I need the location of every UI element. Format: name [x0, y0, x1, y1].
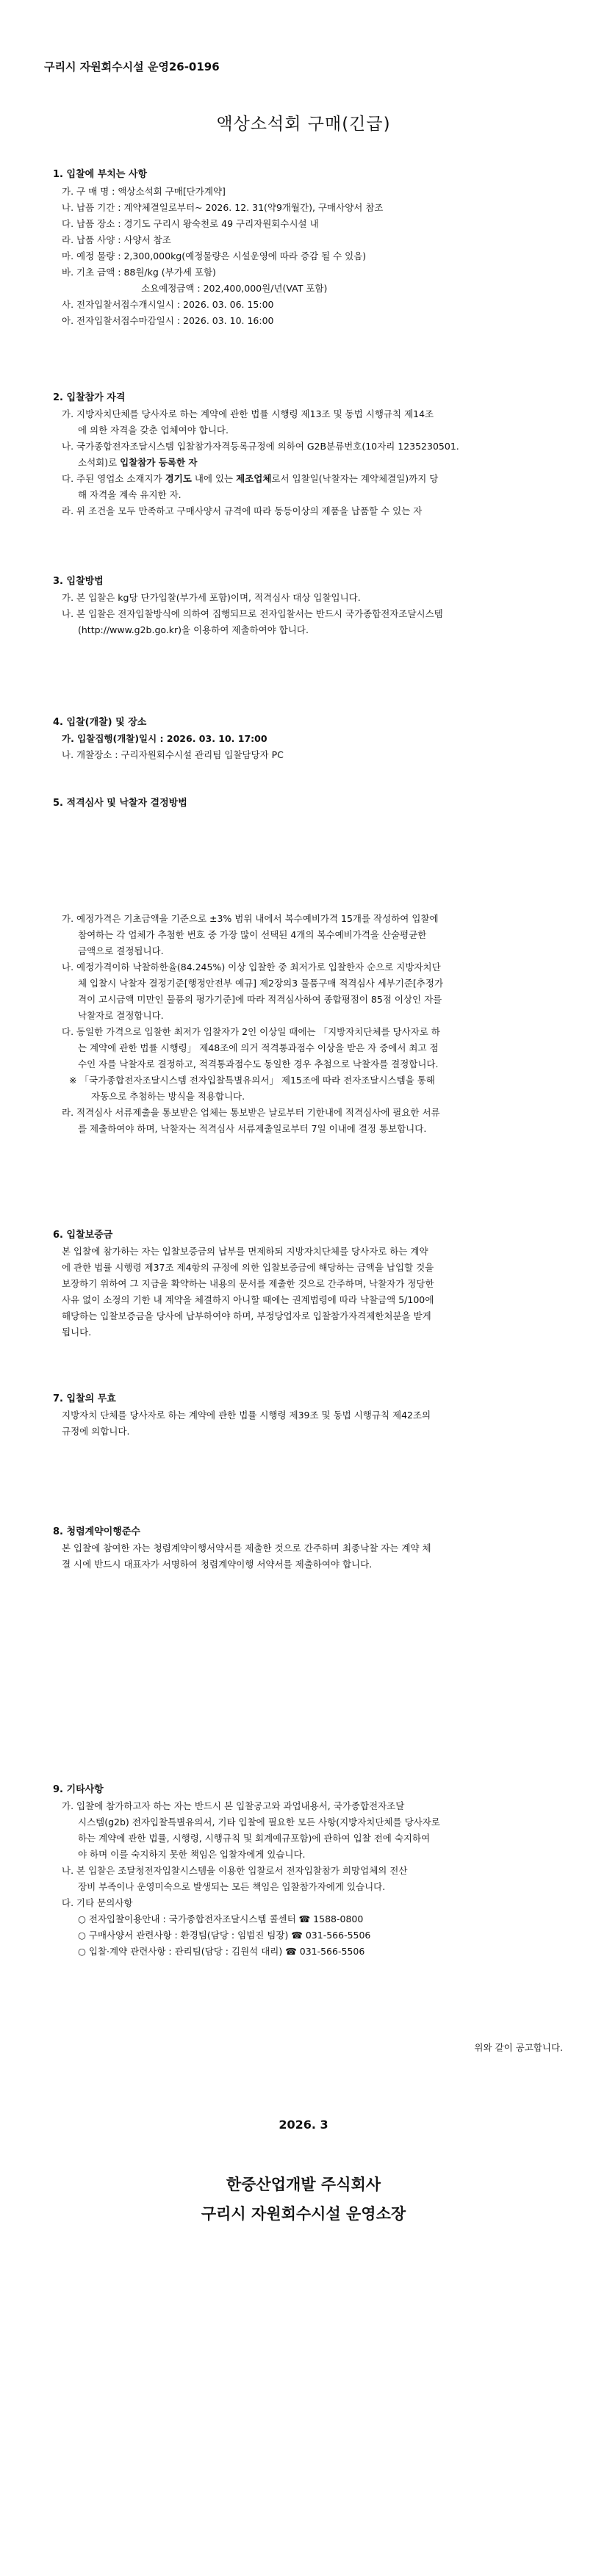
list-item: 가. 구 매 명 : 액상소석회 구매[단가계약] [62, 186, 226, 197]
paragraph-line: 규정에 의합니다. [62, 1426, 130, 1437]
contact-item: ○ 입찰·계약 관련사항 : 관리팀(담당 : 김원석 대리) ☎ 031-566-5506 [78, 1946, 365, 1957]
paragraph-line: 지방자치 단체를 당사자로 하는 계약에 관한 법률 시행령 제39조 및 동법 시행규칙 제42조의 [62, 1410, 431, 1421]
section-5-heading: 5. 적격심사 및 낙찰자 결정방법 [53, 798, 187, 809]
section-4-heading: 4. 입찰(개찰) 및 장소 [53, 717, 147, 728]
list-item: 금액으로 결정됩니다. [78, 945, 164, 956]
paragraph-line: 본 입찰에 참가하는 자는 입찰보증금의 납부를 면제하되 지방자치단체를 당사자로 하는 계약 [62, 1246, 428, 1257]
notice-date: 2026. 3 [279, 2118, 328, 2132]
list-item: 참여하는 각 업체가 추첨한 번호 중 가장 많이 선택된 4개의 복수예비가격을 산술평균한 [78, 929, 427, 940]
note-item: ※ 「국가종합전자조달시스템 전자입찰특별유의서」 제15조에 따라 전자조달시스템을 통해 [69, 1075, 435, 1086]
section-7-body [62, 1407, 561, 1440]
list-item: 체 입찰시 낙찰자 결정기준[행정안전부 예규] 제2장의3 물품구매 적격심사 세부기준[추정가 [78, 978, 444, 989]
list-item: 해 자격을 계속 유지한 자. [78, 489, 182, 500]
section-7-heading: 7. 입찰의 무효 [53, 1393, 116, 1404]
paragraph-line: 결 시에 반드시 대표자가 서명하여 청렴계약이행 서약서를 제출하여야 합니다. [62, 1559, 373, 1570]
list-item: 를 제출하여야 하며, 낙찰자는 적격심사 서류제출일로부터 7일 이내에 결정 통보합니다. [78, 1123, 427, 1134]
list-item: 가. 입찰에 참가하고자 하는 자는 반드시 본 입찰공고와 과업내용서, 국가종합전자조달 [62, 1800, 405, 1811]
section-8-heading: 8. 청렴계약이행준수 [53, 1526, 140, 1537]
page-title: 액상소석회 구매(긴급) [216, 115, 391, 134]
section-2-list [62, 406, 561, 519]
section-2-heading: 2. 입찰참가 자격 [53, 392, 126, 403]
section-8-body [62, 1540, 561, 1573]
section-6-heading: 6. 입찰보증금 [53, 1230, 113, 1241]
list-item: 소석회)로 입찰참가 등록한 자 [78, 457, 198, 468]
section-3-list [62, 590, 561, 638]
list-item: 에 의한 자격을 갖춘 업체여야 합니다. [78, 425, 229, 436]
list-item: 다. 주된 영업소 소재지가 경기도 내에 있는 제조업체로서 입찰일(낙찰자는 계약체결일)까지 당 [62, 473, 439, 484]
paragraph-line: 보장하기 위하여 그 지급을 확약하는 내용의 문서를 제출한 것으로 간주하며, 낙찰자가 정당한 [62, 1278, 434, 1289]
paragraph-line: 본 입찰에 참여한 자는 청렴계약이행서약서를 제출한 것으로 간주하며 최종낙찰 자는 계약 체 [62, 1543, 431, 1554]
paragraph-line: 됩니다. [62, 1327, 92, 1338]
list-item: 가. 예정가격은 기초금액을 기준으로 ±3% 범위 내에서 복수예비가격 15개를 작성하여 입찰에 [62, 913, 439, 924]
paragraph-line: 에 관한 법률 시행령 제37조 제4항의 규정에 의한 입찰보증금에 해당하는 금액을 납입할 것을 [62, 1262, 434, 1273]
list-item: 라. 납품 사양 : 사양서 참조 [62, 234, 171, 245]
list-item: 마. 예정 물량 : 2,300,000kg(예정물량은 시설운영에 따라 증감 될 수 있음) [62, 250, 367, 261]
list-item: 장비 부족이나 운영미숙으로 발생되는 모든 책임은 입찰참가자에게 있습니다. [78, 1881, 386, 1892]
list-item: 다. 동일한 가격으로 입찰한 최저가 입찰자가 2인 이상일 때에는 「지방자치단체를 당사자로 하 [62, 1026, 440, 1037]
list-item: 바. 기초 금액 : 88원/kg (부가세 포함) [62, 267, 216, 278]
list-item: 사. 전자입찰서접수개시일시 : 2026. 03. 06. 15:00 [62, 299, 274, 310]
list-item: 나. 본 입찰은 조달청전자입찰시스템을 이용한 입찰로서 전자입찰참가 희망업체의 전산 [62, 1865, 408, 1876]
list-item: 가. 입찰집행(개찰)일시 : 2026. 03. 10. 17:00 [62, 733, 267, 744]
list-item: 나. 개찰장소 : 구리자원회수시설 관리팀 입찰담당자 PC [62, 749, 284, 760]
list-item: 야 하며 이를 숙지하지 못한 책임은 입찰자에게 있습니다. [78, 1849, 306, 1860]
section-5-list [62, 911, 561, 1137]
section-1-heading: 1. 입찰에 부치는 사항 [53, 169, 148, 180]
list-item: 시스템(g2b) 전자입찰특별유의서, 기타 입찰에 필요한 모든 사항(지방자치단체를 당사자로 [78, 1816, 440, 1828]
organization-name: 한중산업개발 주식회사 [226, 2176, 381, 2193]
list-item: 라. 적격심사 서류제출을 통보받은 업체는 통보받은 날로부터 기한내에 적격심사에 필요한 서류 [62, 1107, 440, 1118]
section-4-list [62, 731, 561, 763]
list-item: 나. 국가종합전자조달시스템 입찰참가자격등록규정에 의하여 G2B분류번호(10자리 1235230501. [62, 441, 459, 452]
list-item: 가. 지방자치단체를 당사자로 하는 계약에 관한 법률 시행령 제13조 및 동법 시행규칙 제14조 [62, 408, 434, 419]
list-item: 하는 계약에 관한 법률, 시행령, 시행규칙 및 회계예규포함)에 관하여 입찰 전에 숙지하여 [78, 1833, 431, 1844]
contact-item: ○ 전자입찰이용안내 : 국가종합전자조달시스템 콜센터 ☎ 1588-0800 [78, 1913, 364, 1924]
list-item: 수인 자를 낙찰자로 결정하고, 적격통과점수도 동일한 경우 추첨으로 낙찰자를 결정합니다. [78, 1058, 439, 1069]
note-item: 자동으로 추첨하는 방식을 적용합니다. [91, 1091, 245, 1102]
list-item: 나. 납품 기간 : 계약체결일로부터~ 2026. 12. 31(약9개월간), 구매사양서 참조 [62, 202, 384, 213]
list-item: 가. 본 입찰은 kg당 단가입찰(부가세 포함)이며, 적격심사 대상 입찰입니다. [62, 592, 361, 603]
list-item: 아. 전자입찰서접수마감일시 : 2026. 03. 10. 16:00 [62, 315, 274, 326]
list-item: 낙찰자로 결정합니다. [78, 1010, 164, 1021]
contact-item: ○ 구매사양서 관련사항 : 환경팀(담당 : 임범진 팀장) ☎ 031-566-5506 [78, 1930, 371, 1941]
list-item: 소요예정금액 : 202,400,000원/년(VAT 포함) [141, 283, 328, 294]
list-item: 는 계약에 관한 법률 시행령」 제48조에 의거 적격통과점수 이상을 받은 자 중에서 최고 점 [78, 1042, 439, 1053]
list-item: 다. 납품 장소 : 경기도 구리시 왕숙천로 49 구리자원회수시설 내 [62, 218, 319, 229]
section-3-heading: 3. 입찰방법 [53, 576, 104, 587]
section-9-list [62, 1798, 561, 1960]
paragraph-line: 해당하는 입찰보증금을 당사에 납부하여야 하며, 부정당업자로 입찰참가자격제한처분을 받게 [62, 1310, 431, 1321]
paragraph-line: 사유 없이 소정의 기한 내 계약을 체결하지 아니할 때에는 권계법령에 따라 낙찰금액 5/100에 [62, 1294, 434, 1305]
organization-title: 구리시 자원회수시설 운영소장 [201, 2205, 406, 2223]
list-item: 격이 고시금액 미만인 물품의 평가기준]에 따라 적격심사하여 종합평점이 85점 이상인 자를 [78, 994, 442, 1005]
section-6-body [62, 1244, 561, 1341]
list-item: 나. 본 입찰은 전자입찰방식에 의하여 집행되므로 전자입찰서는 반드시 국가종합전자조달시스템 [62, 608, 443, 619]
section-1-list [62, 184, 561, 329]
list-item: 다. 기타 문의사항 [62, 1897, 133, 1908]
list-item: (http://www.g2b.go.kr)을 이용하여 제출하여야 합니다. [78, 624, 309, 635]
list-item: 라. 위 조건을 모두 만족하고 구매사양서 규격에 따라 동등이상의 제품을 납품할 수 있는 자 [62, 505, 423, 516]
list-item: 나. 예정가격이하 낙찰하한율(84.245%) 이상 입찰한 중 최저가로 입찰한자 순으로 지방자치단 [62, 962, 441, 973]
document-number: 구리시 자원회수시설 운영26-0196 [44, 60, 220, 73]
section-9-heading: 9. 기타사항 [53, 1784, 104, 1795]
closing-statement: 위와 같이 공고합니다. [474, 2042, 563, 2053]
